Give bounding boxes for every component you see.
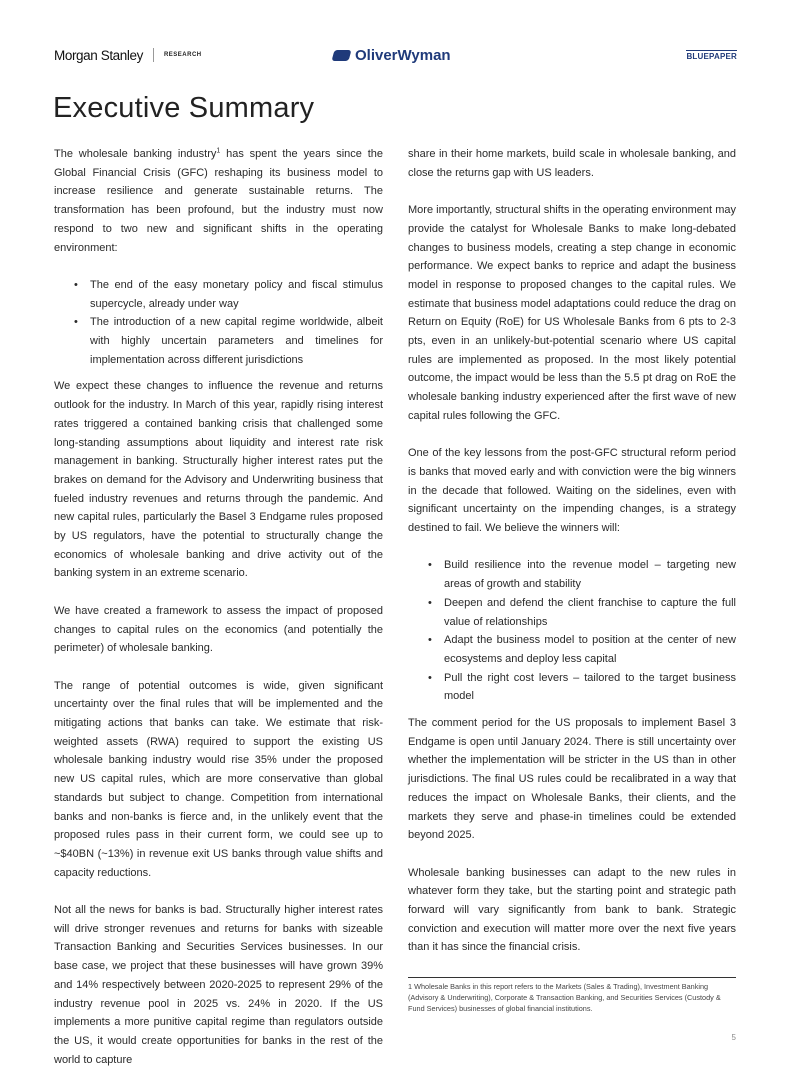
right-paragraph-4: The comment period for the US proposals to implement Basel 3 Endgame is open until January 2024. There is still uncertainty over whether the implementation will be stricter in the US than in other jurisdictions. The final US rules could be recalibrated in a way that reduces the impact on Wholesale Banks, their clients, and the markets they serve and phase-in timelines could be extended beyond 2025. bbox=[408, 717, 736, 842]
header-left bbox=[54, 48, 202, 63]
morgan-stanley-logo: Morgan Stanley bbox=[54, 47, 143, 63]
right-paragraph-1: share in their home markets, build scale in wholesale banking, and close the returns gap with US leaders. bbox=[408, 148, 736, 179]
page-header bbox=[54, 44, 737, 66]
left-paragraph-1 bbox=[54, 145, 383, 257]
list-item: • The end of the easy monetary policy and fiscal stimulus supercycle, already under way bbox=[54, 276, 383, 313]
header-divider bbox=[153, 48, 154, 62]
right-bullet-list bbox=[408, 556, 736, 706]
left-paragraph-2: We expect these changes to influence the revenue and returns outlook for the industry. In March of this year, rapidly rising interest rates triggered a contained banking crisis that challenged some long-standing assumptions about liquidity and interest rate risk management in banking. Structurally higher interest rates put the brakes on demand for the Advisory and Underwriting business that fueled industry revenues and returns through the pandemic. And new capital rules, particularly the Basel 3 Endgame rules proposed by US regulators, have the potential to structurally change the economics of wholesale banking and drive activity out of the banking system in an extreme scenario. bbox=[54, 380, 383, 580]
footnote-area bbox=[408, 957, 736, 1042]
right-paragraph-3: One of the key lessons from the post-GFC structural reform period is banks that moved early and with conviction were the big winners in the decade that followed. Waiting on the sidelines, even with significant uncertainty on the impending changes, is a strategy destined to fail. We believe the winners will: bbox=[408, 447, 736, 535]
research-label: RESEARCH bbox=[163, 52, 202, 58]
left-paragraph-5: Not all the news for banks is bad. Structurally higher interest rates will drive stronger revenues and returns for banks with sizeable Transaction Banking and Securities Services businesses. In our base case, we project that these businesses will have grown 39% and 14% respectively between 2020-2025 to represent 29% of the industry revenue pool in 2025 vs. 24% in 2020. If the US implements a more punitive capital regime than regulators outside the US, it would create opportunities for banks in the rest of the world to capture bbox=[54, 904, 383, 1066]
left-column bbox=[54, 145, 383, 1069]
list-item: • Pull the right cost levers – tailored to the target business model bbox=[408, 669, 736, 706]
list-item: • Deepen and defend the client franchise to capture the full value of relationships bbox=[408, 594, 736, 631]
list-item: • Build resilience into the revenue model – targeting new areas of growth and stability bbox=[408, 556, 736, 593]
left-paragraph-3: We have created a framework to assess the impact of proposed changes to capital rules on the economics (and potentially the perimeter) of wholesale banking. bbox=[54, 604, 383, 655]
page-title: Executive Summary bbox=[53, 92, 315, 124]
footnote-divider bbox=[408, 977, 736, 978]
right-paragraph-5: Wholesale banking businesses can adapt to the new rules in whatever form they take, but the starting point and strategic path forward will vary significantly from bank to bank. Strategic conviction and execution will matter more over the next five years than it has since the financial crisis. bbox=[408, 866, 736, 954]
oliver-wyman-mark-icon bbox=[332, 50, 352, 61]
footnote: 1 Wholesale Banks in this report refers to the Markets (Sales & Trading), Investment Banking (Advisory & Underwriting), Corporate & Transaction Banking, and Securities Services (Custody & Fund Services) businesses of global financial institutions. bbox=[408, 982, 721, 1014]
left-bullet-list bbox=[54, 276, 383, 370]
p1-text-a: The wholesale banking industry bbox=[54, 148, 217, 160]
oliver-wyman-wordmark: OliverWyman bbox=[355, 46, 451, 64]
p1-text-b: has spent the years since the Global Financial Crisis (GFC) reshaping its business model to increase resilience and generate sustainable returns. The transformation has been profound, but the industry must now respond to two new and significant shifts in the operating environment: bbox=[54, 148, 383, 254]
left-paragraph-4: The range of potential outcomes is wide, given significant uncertainty over the final rules that will be implemented and the mitigating actions that banks can take. We estimate that risk-weighted assets (RWA) required to support the existing US wholesale banking industry would rise 35% under the proposed new US capital rules, which are more conservative than global standards but subject to change. Competition from international banks and non-banks is fierce and, in the unlikely event that the proposed rules pass in their current form, we could see up to ~$40BN (~13%) in revenue exit US banks through value shifts and capacity reductions. bbox=[54, 679, 383, 879]
oliver-wyman-logo bbox=[333, 44, 451, 66]
bluepaper-label: BLUEPAPER bbox=[686, 51, 737, 61]
right-column bbox=[408, 145, 736, 1042]
right-paragraph-2: More importantly, structural shifts in the operating environment may provide the catalyst for Wholesale Banks to make long-debated changes to business models, creating a step change in economic performance. We expect banks to reprice and adapt the business model in response to proposed changes to the capital rules. We estimate that business model adaptations could reduce the drag on Return on Equity (RoE) for US Wholesale Banks from 6 pts to 2-3 pts, even in an unlikely-but-potential scenario where US capital rules are implemented as proposed. In the most likely potential outcome, the impact would be less than the 5.5 pt drag on RoE the wholesale banking industry experienced after the first wave of new capital rules following the GFC. bbox=[408, 204, 736, 422]
page-number: 5 bbox=[731, 1033, 736, 1043]
footnote-ref: 1 bbox=[216, 147, 221, 155]
list-item: • The introduction of a new capital regime worldwide, albeit with highly uncertain parameters and timelines for implementation across different jurisdictions bbox=[54, 313, 383, 369]
list-item: • Adapt the business model to position at the center of new ecosystems and deploy less capital bbox=[408, 631, 736, 668]
